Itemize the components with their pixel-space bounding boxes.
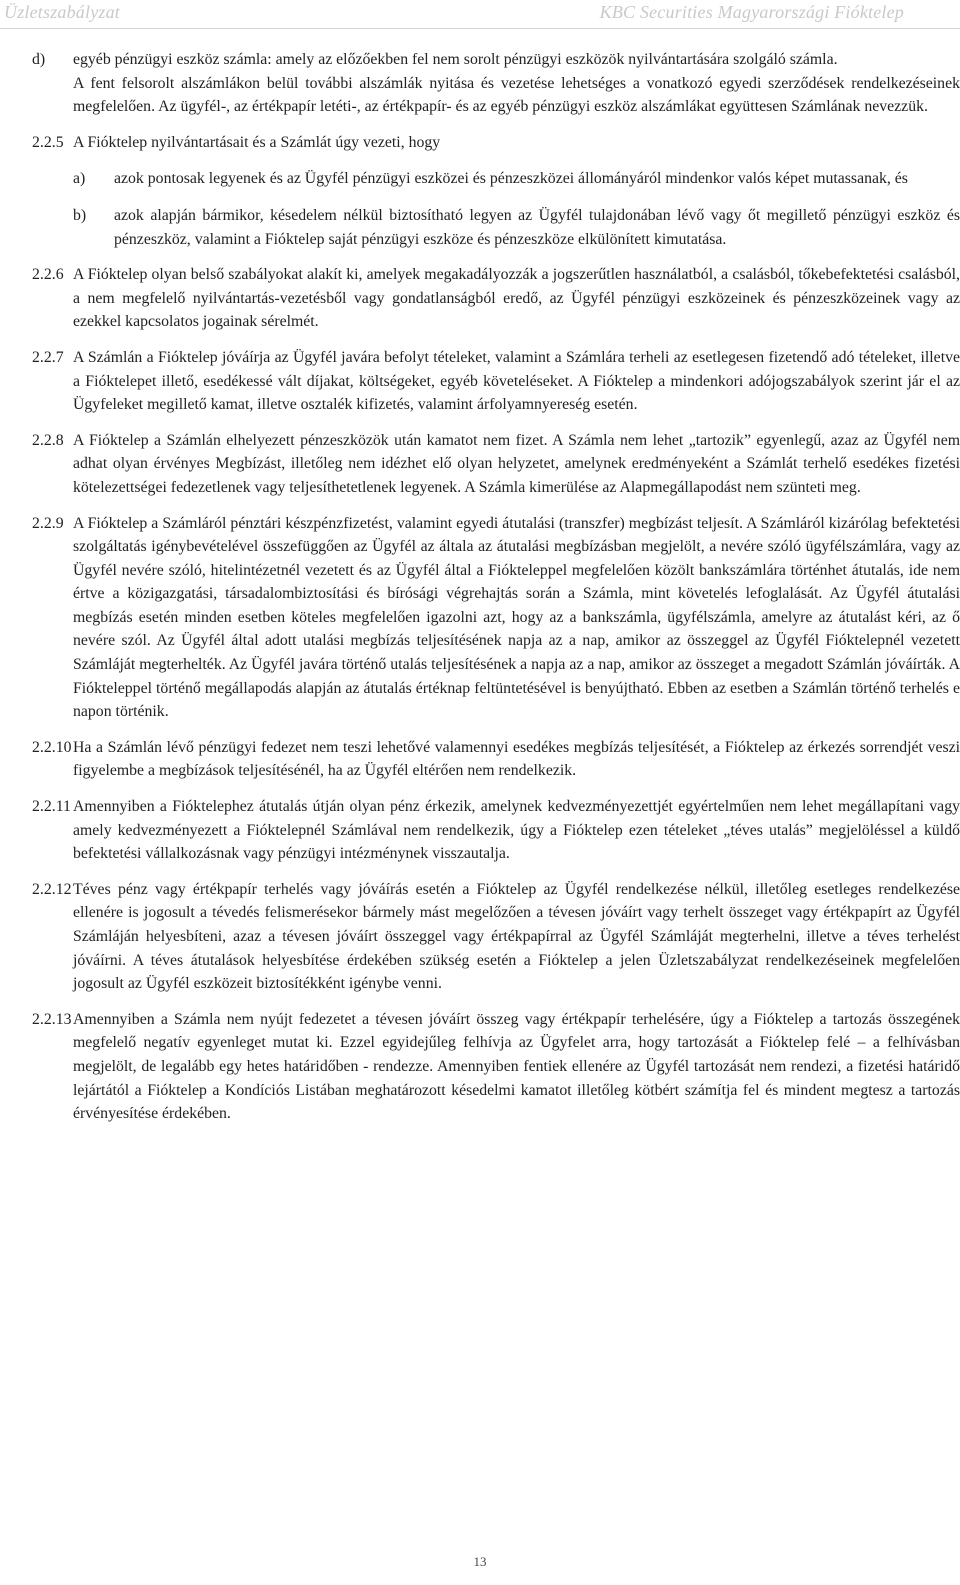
section-number: 2.2.6 <box>32 266 64 284</box>
list-text-b: azok alapján bármikor, késedelem nélkül biztosítható legyen az Ügyfél tulajdonában lévő vagy őt megillető pénzügyi eszköz és pénzeszköz, valamint a Fióktelep saját pénzügyi eszköze és pénzeszköze elkülönített kimutatása. <box>114 206 960 248</box>
section-2-2-8 <box>32 429 960 500</box>
section-2-2-12 <box>32 878 960 996</box>
header-divider <box>0 28 960 29</box>
section-number: 2.2.7 <box>32 348 64 366</box>
list-label-b: b) <box>73 206 87 224</box>
section-number: 2.2.5 <box>32 133 64 151</box>
section-text: A Fióktelep a Számláról pénztári készpénzfizetést, valamint egyedi átutalási (transzfer) megbízást teljesít. A Számláról kizárólag befektetési szolgáltatás igénybevételével összefüggően az Ügyfél az általa az átutalási megbízásban megjelölt, a nevére szóló ügyfélszámlára, vagy az Ügyfél nevére szóló, hitelintézetnél vezetett és az Ügyfél által a Fiókteleppel megfelelően közölt bankszámlára történhet átutalás, ide nem értve a közigazgatási, társadalombiztosítási és bírósági végrehajtás során a Számla, mint követelés lefoglalását. Az Ügyfél átutalási megbízás esetén minden esetben köteles megfelelően igazolni azt, hogy az a bankszámla, ügyfélszámla, amelyre az átutalást kéri, az ő nevére szól. Az Ügyfél által adott utalási megbízás teljesítésének napja az a nap, amikor az összeggel az Ügyfél Fióktelepnél vezetett Számláját megterhelték. Az Ügyfél javára történő utalás teljesítésének a napja az a nap, amikor az összeget a megadott Számlán jóváírták. A Fiókteleppel történő megállapodás alapján az átutalás értéknap feltüntetésével is benyújtható. Ebben az esetben a Számlán történő terhelés e napon történik. <box>73 514 960 721</box>
section-text: Amennyiben a Számla nem nyújt fedezetet a tévesen jóváírt összeg vagy értékpapír terhelésére, úgy a Fióktelep a tartozás összegének megfelelő negatív egyenleget mutat ki. Ezzel egyidejűleg felhívja az Ügyfelet arra, hogy tartozását a Fióktelep felé – a felhívásban megjelölt, de legalább egy hetes határidőben - rendezze. Amennyiben fentiek ellenére az Ügyfél tartozását nem rendezi, a fizetési határidő lejártától a Fióktelep a Kondíciós Listában meghatározott késedelmi kamatot illetőleg kötbért számítja fel és mindent megtesz a tartozás érvényesítése érdekében. <box>73 1010 960 1123</box>
section-text: A Fióktelep a Számlán elhelyezett pénzeszközök után kamatot nem fizet. A Számla nem lehet „tartozik” egyenlegű, azaz az Ügyfél nem adhat olyan érvényes Megbízást, illetőleg nem idézhet elő olyan helyzetet, amelynek eredményeként a Számlát terhelő esedékes fizetési kötelezettségei fedezetlenek vagy teljesíthetetlenek legyenek. A Számla kimerülése az Alapmegállapodást nem szünteti meg. <box>73 431 960 496</box>
list-label-a: a) <box>73 170 86 188</box>
section-text: A Számlán a Fióktelep jóváírja az Ügyfél javára befolyt tételeket, valamint a Számlára terheli az esetlegesen fizetendő adó tételeket, illetve a Fióktelepet illető, esedékessé vált díjakat, költségeket, egyéb követeléseket. A Fióktelep a mindenkori adójogszabályok szerint jár el az Ügyfeleket megillető kamat, illetve osztalék kifizetés, valamint árfolyamnyereség esetén. <box>73 348 960 414</box>
header-title-left: Üzletszabályzat <box>4 2 121 22</box>
section-number: 2.2.12 <box>32 880 72 898</box>
section-number: 2.2.10 <box>32 738 72 756</box>
section-text: Amennyiben a Fióktelephez átutalás útján olyan pénz érkezik, amelynek kedvezményezettjét egyértelműen nem lehet megállapítani vagy amely kedvezményezett a Fióktelepnél Számlával nem rendelkezik, úgy a Fióktelep ezen tételeket „téves utalás” megjelöléssel a küldő befektetési vállalkozásnak vagy pénzügyi intézménynek visszautalja. <box>73 798 960 863</box>
list-label-d: d) <box>32 51 46 68</box>
section-2-2-6 <box>32 263 960 334</box>
section-number: 2.2.11 <box>32 798 71 816</box>
list-text-a: azok pontosak legyenek és az Ügyfél pénzügyi eszközei és pénzeszközei állományáról mindenkor valós képet mutassanak, és <box>114 170 908 188</box>
header-title-right: KBC Securities Magyarországi Fióktelep <box>599 2 904 22</box>
list-text-d: egyéb pénzügyi eszköz számla: amely az előzőekben fel nem sorolt pénzügyi eszközök nyilvántartására szolgáló számla. <box>73 51 838 68</box>
section-text: A Fióktelep olyan belső szabályokat alakít ki, amelyek megakadályozzák a jogszerűtlen használatból, a csalásból, tőkebefektetési csalásból, a nem megfelelő nyilvántartás-vezetésből vagy gondatlanságból eredő, az Ügyfél pénzügyi eszközeinek és pénzeszközeinek vagy az ezekkel kapcsolatos jogainak sérelmét. <box>73 266 960 331</box>
paragraph-alszamlak: A fent felsorolt alszámlákon belül további alszámlák nyitása és vezetése lehetséges a vonatkozó egyedi szerződések rendelkezéseinek megfelelően. Az ügyfél-, az értékpapír letéti-, az értékpapír- és az egyéb pénzügyi eszköz alszámlákat együttesen Számlának nevezzük. <box>73 74 960 116</box>
page-number: 13 <box>473 1554 487 1569</box>
section-2-2-10 <box>32 736 960 783</box>
section-number: 2.2.13 <box>32 1010 72 1028</box>
section-2-2-9 <box>32 512 960 724</box>
section-2-2-11 <box>32 795 960 866</box>
list-item-b <box>73 204 960 251</box>
running-header <box>0 0 960 26</box>
section-text: Téves pénz vagy értékpapír terhelés vagy jóváírás esetén a Fióktelep az Ügyfél rendelkezése nélkül, illetőleg esetleges rendelkezése ellenére is jogosult a tévedés felismerésekor bármely mást megelőzően a tévesen jóváírt vagy terhelt összeget vagy értékpapírt az Ügyfél Számláján helyesbíteni, azaz a tévesen jóváírt összeggel vagy értékpapírral az Ügyfél Számláját megterhelni, illetve a téves terhelést jóváírni. A téves átutalások helyesbítése érdekében szükség esetén a Fióktelep a jelen Üzletszabályzat rendelkezéseinek megfelelően jogosult az Ügyfél eszközeit biztosítékként igénybe venni. <box>73 880 960 993</box>
section-body <box>73 131 960 251</box>
section-2-2-13 <box>32 1008 960 1126</box>
list-item-a <box>73 167 960 191</box>
list-item-d <box>32 48 960 72</box>
document-body <box>32 48 960 1126</box>
section-text: A Fióktelep nyilvántartásait és a Számlát úgy vezeti, hogy <box>73 133 441 151</box>
section-text: Ha a Számlán lévő pénzügyi fedezet nem teszi lehetővé valamennyi esedékes megbízás teljesítését, a Fióktelep az érkezés sorrendjét veszi figyelembe a megbízások teljesítésénél, ha az Ügyfél eltérően nem rendelkezik. <box>73 738 960 780</box>
section-number: 2.2.9 <box>32 514 64 532</box>
section-number: 2.2.8 <box>32 431 64 449</box>
section-2-2-7 <box>32 346 960 417</box>
section-2-2-5 <box>32 131 960 251</box>
